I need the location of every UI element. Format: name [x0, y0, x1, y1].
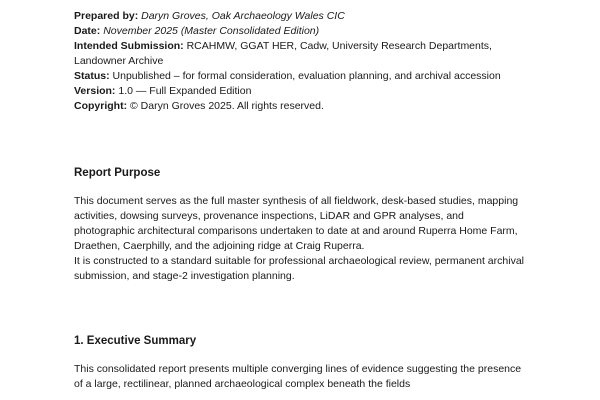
submission-value: RCAHMW, GGAT HER, Cadw, University Research Departments, Landowner Archive [74, 40, 492, 67]
copyright-row [74, 99, 544, 114]
date-label: Date: [74, 25, 101, 37]
version-value: 1.0 — Full Expanded Edition [118, 85, 252, 97]
submission-label: Intended Submission: [74, 40, 184, 52]
status-value: Unpublished – for formal consideration, evaluation planning, and archival accession [112, 70, 501, 82]
submission-row [74, 39, 544, 69]
status-label: Status: [74, 70, 110, 82]
executive-summary-paragraph: This consolidated report presents multiple converging lines of evidence suggesting the presence of a large, rectilinear, planned archaeological complex beneath the fields [74, 363, 522, 390]
report-purpose-heading: Report Purpose [74, 167, 161, 179]
report-purpose-paragraph: This document serves as the full master synthesis of all fieldwork, desk-based studies, mapping activities, dowsing surveys, provenance inspections, LiDAR and GPR analyses, and photographic architectural comparisons undertaken to date at and around Ruperra Home Farm, Draethen, Caerphilly, and the adjoining ridge at Craig Ruperra. [74, 195, 519, 252]
prepared-by-label: Prepared by: [74, 10, 139, 22]
date-value: November 2025 (Master Consolidated Edition) [103, 25, 320, 37]
prepared-by-value: Daryn Groves, Oak Archaeology Wales CIC [141, 10, 345, 22]
prepared-by-row [74, 9, 544, 24]
version-row [74, 84, 544, 99]
copyright-value: © Daryn Groves 2025. All rights reserved. [130, 100, 324, 112]
copyright-label: Copyright: [74, 100, 128, 112]
version-label: Version: [74, 85, 116, 97]
status-row [74, 69, 544, 84]
report-purpose-paragraph-2: It is constructed to a standard suitable for professional archaeological review, permanent archival submission, and stage-2 investigation planning. [74, 255, 524, 282]
document-metadata [74, 9, 544, 114]
executive-summary-heading: 1. Executive Summary [74, 335, 197, 347]
date-row [74, 24, 544, 39]
